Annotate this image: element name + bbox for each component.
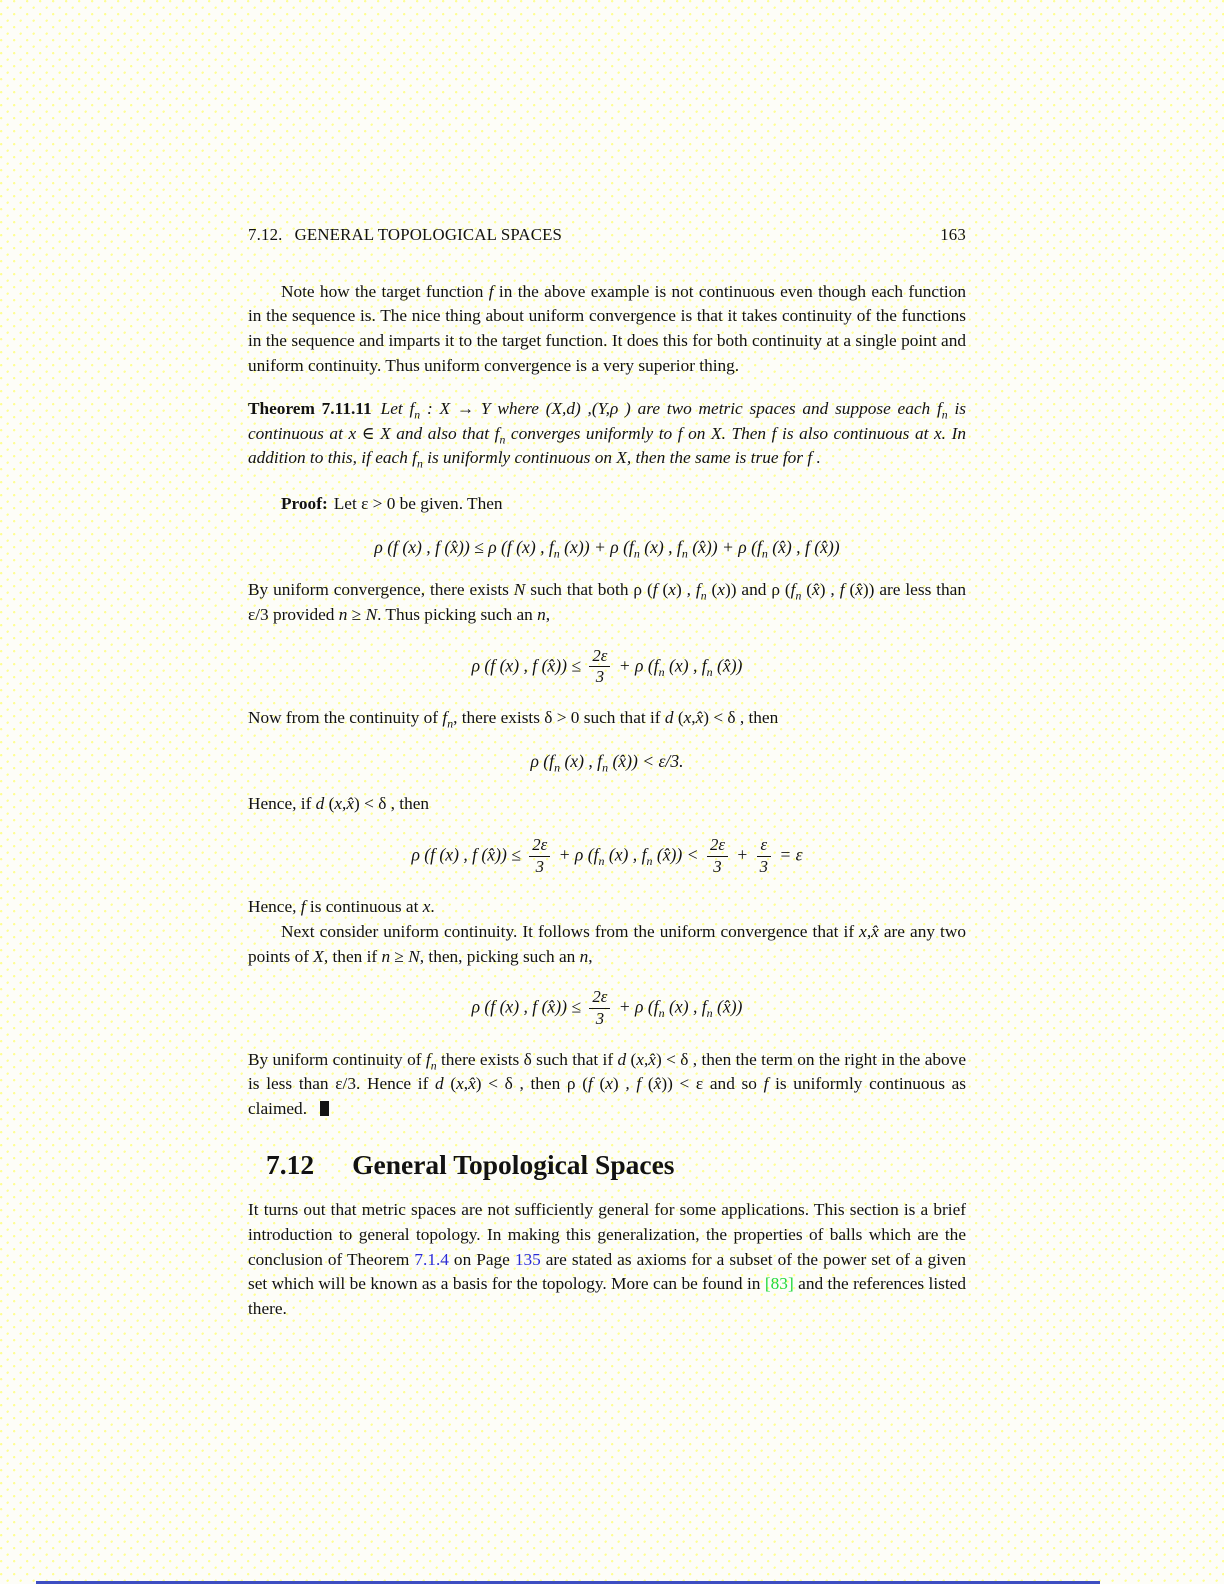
citation-link[interactable]: [83] xyxy=(764,1274,794,1294)
fraction: $\frac{2\varepsilon}{3}$ xyxy=(529,836,550,876)
paragraph-uniform-convergence-note: Note how the target function f in the above example is not continuous even though each function in the sequence is. The nice thing about uniform convergence is that it takes continuity of the functions in the sequence and imparts it to the target function. It does this for both continuity at a single point and uniform continuity. Thus uniform convergence is a very superior thing. xyxy=(248,281,966,375)
proof-intro-text: Let ε > 0 be given. Then xyxy=(333,493,503,513)
equation-two-thirds-bound-2: ρ (f (x) , f (x̂)) ≤ $\frac{2\varepsilon}{3}$ + ρ ($f_n$ (x) , $f_n$ (x̂)) xyxy=(471,987,743,1028)
paragraph-conclusion xyxy=(248,1048,966,1122)
running-header-title: GENERAL TOPOLOGICAL SPACES xyxy=(294,225,563,244)
equation-epsilon-third: ρ ($f_n$ (x) , $f_n$ (x̂)) < ε/3. xyxy=(530,750,684,775)
section-number: 7.12 xyxy=(266,1149,315,1181)
proof-opening-line xyxy=(248,492,966,517)
equation-two-thirds-bound: ρ (f (x) , f (x̂)) ≤ $\frac{2\varepsilon}{3}$ + ρ ($f_n$ (x) , $f_n$ (x̂)) xyxy=(471,645,743,687)
paragraph-next-uniform-continuity: Next consider uniform continuity. It follows from the uniform convergence that if x,x̂ are any two points of X, then if n ≥ N, then, picking such an n, xyxy=(248,921,966,966)
paragraph-uniform-convergence-N: By uniform convergence, there exists N such that both ρ (f (x) , $f_n$ (x)) and ρ ($f_n$ (x̂) , f (x̂)) are less than ε/3 provided n ≥ N. Thus picking such an n, xyxy=(248,580,966,624)
theorem-label: Theorem 7.11.11 xyxy=(248,399,372,419)
proof-label: Proof: xyxy=(281,493,328,513)
fraction: $\frac{2\varepsilon}{3}$ xyxy=(589,988,610,1028)
fraction: $\frac{2\varepsilon}{3}$ xyxy=(589,647,610,687)
paragraph-hence-continuous: Hence, f is continuous at x. xyxy=(248,897,435,917)
fraction: $\frac{\varepsilon}{3}$ xyxy=(757,836,771,876)
internal-reference-link[interactable]: 135 xyxy=(514,1249,541,1269)
qed-mark xyxy=(320,1101,329,1116)
running-header-section-number: 7.12. xyxy=(248,225,283,244)
running-header xyxy=(248,224,966,247)
theorem-body: Let $f_n$ : X → Y where (X,d) ,(Y,ρ ) are two metric spaces and suppose each $f_n$ is continuous at x ∈ X and also that $f_n$ converges uniformly to f on X. Then f is also continuous at x. In addition to this, if each $f_n$ is uniformly continuous on X, then the same is true for f . xyxy=(248,399,966,471)
equation-epsilon-total: ρ (f (x) , f (x̂)) ≤ $\frac{2\varepsilon}{3}$ + ρ ($f_n$ (x) , $f_n$ (x̂)) < $\frac{2\varepsilon}{3}$ + $\frac{\varepsilon}{3}$ = ε xyxy=(411,834,803,876)
section-heading xyxy=(266,1148,966,1181)
running-header-left xyxy=(248,224,562,247)
paragraph-continuity-of-fn: Now from the continuity of $f_n$, there exists δ > 0 such that if d (x,x̂) < δ , then xyxy=(248,707,779,731)
equation-triangle-inequality: ρ (f (x) , f (x̂)) ≤ ρ (f (x) , $f_n$ (x)) + ρ ($f_n$ (x) , $f_n$ (x̂)) + ρ ($f_n$ (x̂) , f (x̂)) xyxy=(374,536,840,561)
section-title: General Topological Spaces xyxy=(352,1149,675,1181)
theorem-block xyxy=(248,397,966,471)
fraction: $\frac{2\varepsilon}{3}$ xyxy=(707,836,728,876)
conclusion-text: By uniform continuity of $f_n$ there exists δ such that if d (x,x̂) < δ , then the term on the right in the above is less than ε/3. Hence if d (x,x̂) < δ , then ρ (f (x) , f (x̂)) < ε and so f is uniformly continuous as claimed. xyxy=(248,1049,967,1118)
internal-reference-link[interactable]: 7.1.4 xyxy=(414,1249,449,1269)
paragraph-hence-if-delta: Hence, if d (x,x̂) < δ , then xyxy=(248,794,430,814)
paragraph-section-intro: It turns out that metric spaces are not sufficiently general for some applications. This section is a brief introduction to general topology. In making this generalization, the properties of balls which are the conclusion of Theorem 7.1.4 on Page 135 are stated as axioms for a subset of the power set of a given set which will be known as a basis for the topology. More can be found in [83] and the references listed there. xyxy=(248,1200,966,1318)
page-number: 163 xyxy=(940,225,966,244)
